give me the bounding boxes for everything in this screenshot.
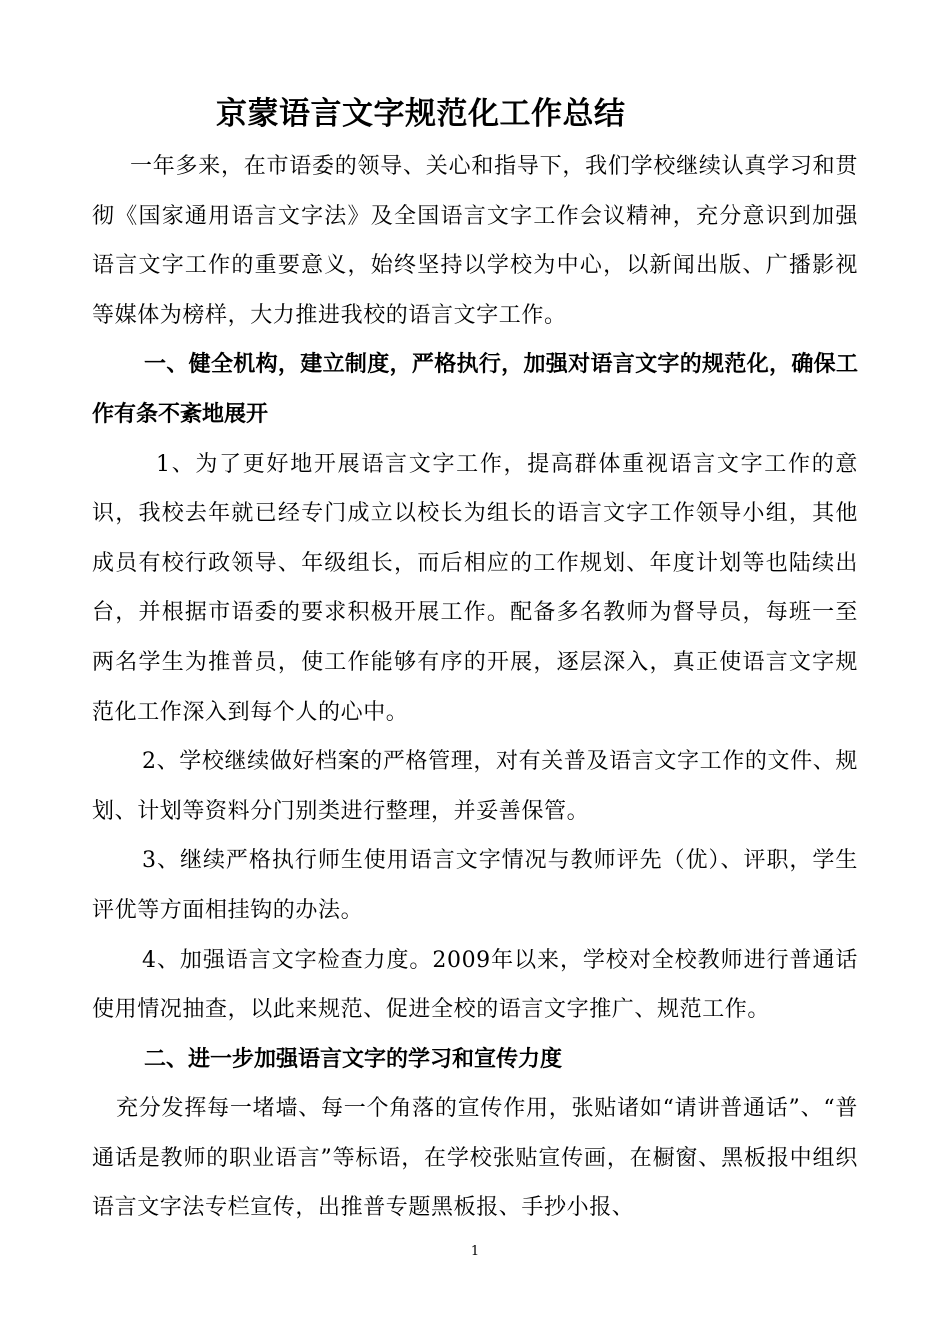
section-heading-1: 一、健全机构，建立制度，严格执行，加强对语言文字的规范化，确保工作有条不紊地展开 [92,352,858,427]
document-title: 京蒙语言文字规范化工作总结 [216,96,626,132]
item-paragraph-1: 1、为了更好地开展语言文字工作，提高群体重视语言文字工作的意识，我校去年就已经专门成立以校长为组长的语言文字工作领导小组，其他成员有校行政领导、年级组长，而后相应的工作规划、年度计划等也陆续出台，并根据市语委的要求积极开展工作。配备多名教师为督导员，每班一至两名学生为推普员，使工作能够有序的开展，逐层深入，真正使语言文字规范化工作深入到每个人的心中。 [92,451,858,725]
item-paragraph-4: 4、加强语言文字检查力度。2009年以来，学校对全校教师进行普通话使用情况抽查，以此来规范、促进全校的语言文字推广、规范工作。 [92,947,858,1023]
section-2-paragraph: 充分发挥每一堵墙、每一个角落的宣传作用，张贴诸如“请讲普通话”、“普通话是教师的职业语言”等标语，在学校张贴宣传画，在橱窗、黑板报中组织语言文字法专栏宣传，出推普专题黑板报、手抄小报、 [92,1096,858,1221]
item-paragraph-3: 3、继续严格执行师生使用语言文字情况与教师评先（优）、评职，学生评优等方面相挂钩的办法。 [92,848,858,923]
page-number: 1 [470,1244,480,1259]
item-paragraph-2: 2、学校继续做好档案的严格管理，对有关普及语言文字工作的文件、规划、计划等资料分门别类进行整理，并妥善保管。 [92,749,858,824]
intro-paragraph: 一年多来，在市语委的领导、关心和指导下，我们学校继续认真学习和贯彻《国家通用语言文字法》及全国语言文字工作会议精神，充分意识到加强语言文字工作的重要意义，始终坚持以学校为中心，以新闻出版、广播影视等媒体为榜样，大力推进我校的语言文字工作。 [92,154,858,328]
section-heading-2: 二、进一步加强语言文字的学习和宣传力度 [144,1046,563,1072]
